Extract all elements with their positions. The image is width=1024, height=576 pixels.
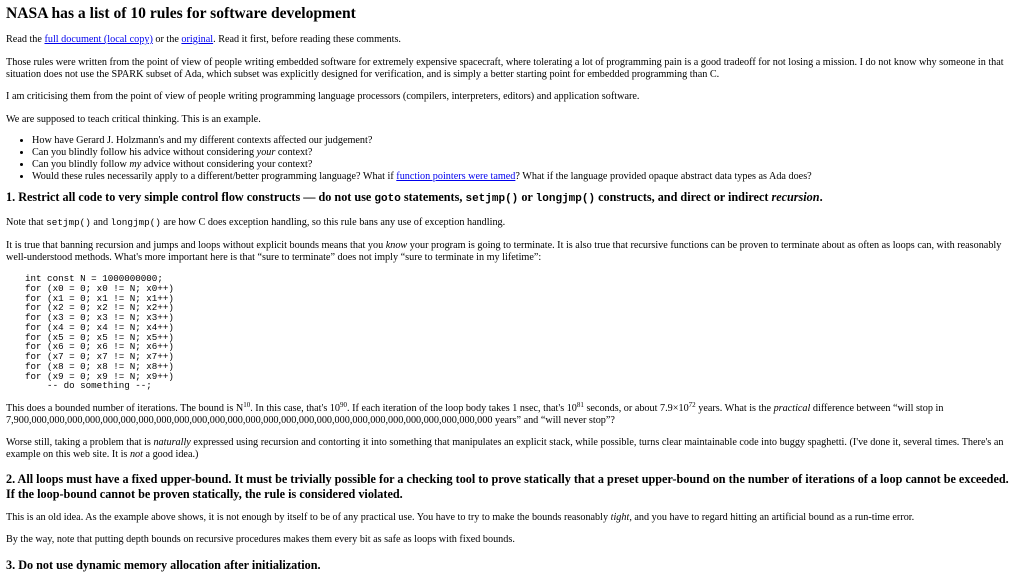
questions-list	[6, 135, 1018, 183]
old-idea-paragraph: This is an old idea. As the example above shows, it is not enough by itself to be of any practical use. You have to try to make the bounds reasonably tight, and you have to regard hitting an artificial bound as a run-time error.	[6, 512, 915, 523]
list-item: • Can you blindly follow his advice without considering your context?	[32, 147, 1018, 159]
exception-handling-note: Note that setjmp() and longjmp() are how C does exception handling, so this rule bans any use of exception handling.	[6, 217, 506, 228]
full-document-link[interactable]: full document (local copy)	[44, 34, 153, 45]
function-pointers-link[interactable]: function pointers were tamed	[396, 171, 516, 182]
point-of-view-paragraph: I am criticising them from the point of view of people writing programming language processors (compilers, interpreters, editors) and application software.	[6, 91, 640, 102]
spaghetti-paragraph: Worse still, taking a problem that is naturally expressed using recursion and contorting it into something that manipulates an explicit stack, while possible, turns clear maintainable code into buggy spaghetti. (I've done it, several times. There's an example on this web site. It is not a good idea.)	[6, 437, 1004, 460]
depth-bounds-paragraph: By the way, note that putting depth bounds on recursive procedures makes them every bit as safe as loops with fixed bounds.	[6, 534, 515, 545]
list-item: • How have Gerard J. Holzmann's and my different contexts affected our judgement?	[32, 135, 1018, 147]
critical-thinking-paragraph: We are supposed to teach critical thinking. This is an example.	[6, 114, 261, 125]
rule-2-heading: 2. All loops must have a fixed upper-bound. It must be trivially possible for a checking tool to prove statically that a preset upper-bound on the number of iterations of a loop cannot be exceeded. If the loop-bound cannot be proven statically, the rule is considered violated.	[6, 472, 1009, 501]
bounded-iterations-paragraph: This does a bounded number of iterations. The bound is $N^{10}$. In this case, that's $10^{90}$. If each iteration of the loop body takes 1 nsec, that's $10^{81}$ seconds, or about $7.9\times 10^{72}$ years. What is the practical difference between “will stop in 7,900,000,000,000,000,000,000,000,000,000,000,000,000,000,000,000,000,000,000,000,000,000,000,000,000,000,000 years” and “will never stop”?	[6, 401, 944, 426]
page-title: NASA has a list of 10 rules for software development	[6, 5, 356, 22]
rule-1-heading: 1. Restrict all code to very simple control flow constructs — do not use goto statements, setjmp() or longjmp() constructs, and direct or indirect recursion.	[6, 190, 823, 205]
context-paragraph: Those rules were written from the point of view of people writing embedded software for extremely expensive spacecraft, where tolerating a lot of programming pain is a good tradeoff for not losing a mission. I do not know why someone in that situation does not use the SPARK subset of Ada, which subset was explicitly designed for verification, and is simply a better starting point for embedded programming than C.	[6, 57, 1004, 80]
rule-3-heading: 3. Do not use dynamic memory allocation after initialization.	[6, 558, 321, 572]
list-item: • Can you blindly follow my advice without considering your context?	[32, 159, 1018, 171]
list-item: • Would these rules necessarily apply to a different/better programming language? What if function pointers were tamed? What if the language provided opaque abstract data types as Ada does?	[32, 171, 1018, 183]
original-link[interactable]: original	[181, 34, 214, 45]
intro-paragraph: Read the full document (local copy) or the original. Read it first, before reading these comments.	[6, 34, 401, 45]
nested-loops-code-block: int const N = 1000000000; for (x0 = 0; x0 != N; x0++) for (x1 = 0; x1 != N; x1++) for (x2 = 0; x2 != N; x2++) for (x3 = 0; x3 != N; x3++) for (x4 = 0; x4 != N; x4++) for (x5 = 0; x5 != N; x5++) for (x6 = 0; x6 != N; x6++) for (x7 = 0; x7 != N; x7++) for (x8 = 0; x8 != N; x8++) for (x9 = 0; x9 != N; x9++) -- do something --;	[25, 273, 174, 392]
termination-paragraph: It is true that banning recursion and jumps and loops without explicit bounds means that you know your program is going to terminate. It is also true that recursive functions can be proven to terminate about as often as loops can, with reasonably well-understood methods. What's more important here is that “sure to terminate” does not imply “sure to terminate in my lifetime”:	[6, 240, 1002, 263]
